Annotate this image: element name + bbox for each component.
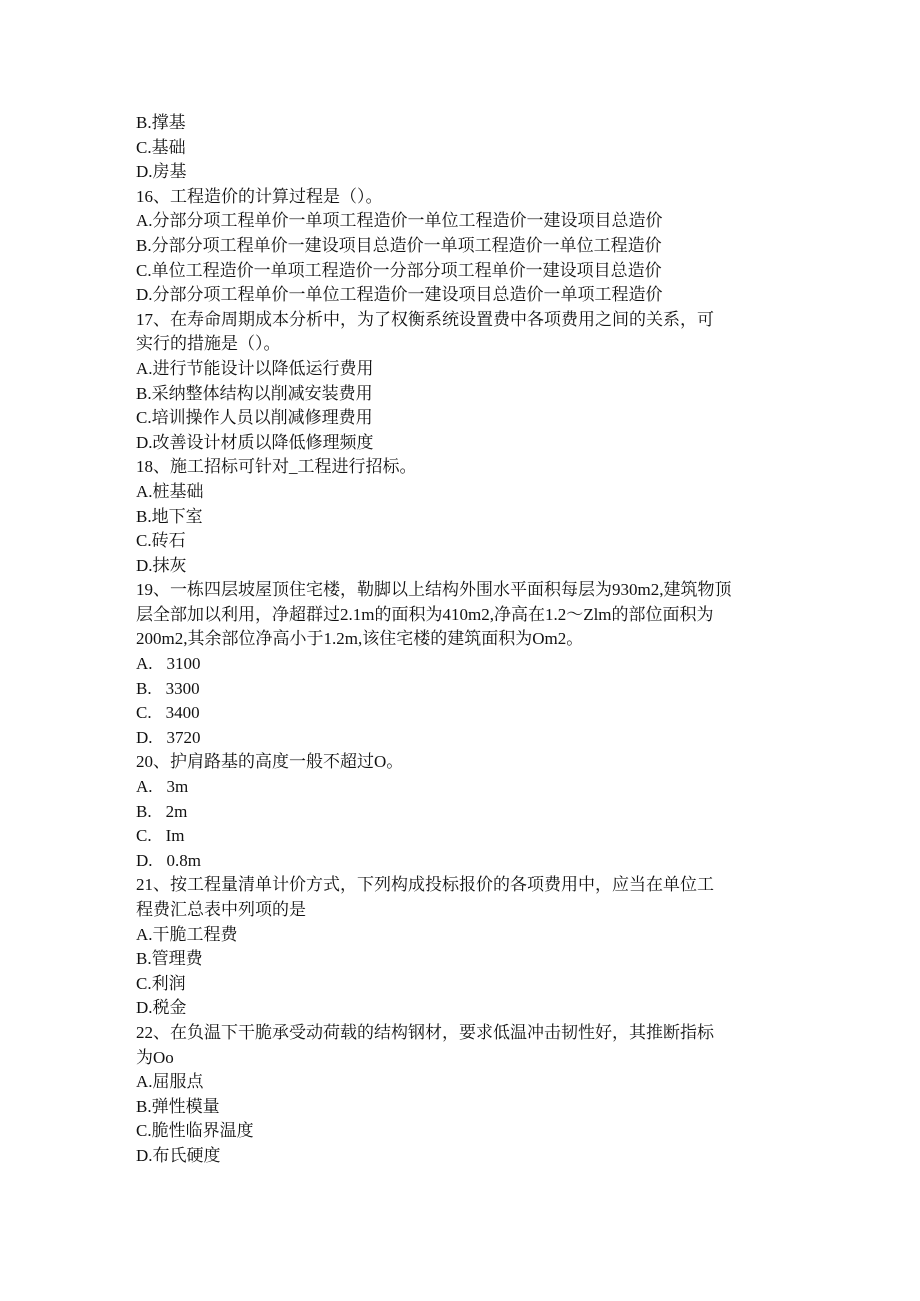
document-page — [136, 111, 796, 1169]
option-b: B.管理费 — [136, 949, 203, 969]
question-21 — [136, 873, 796, 1021]
question-stem-line-2: 为Oo — [136, 1047, 174, 1067]
option-letter: D. — [136, 727, 153, 747]
option-d — [136, 726, 796, 751]
option-b: B.分部分项工程单价一建设项目总造价一单项工程造价一单位工程造价 — [136, 235, 662, 255]
option-d: D.分部分项工程单价一单位工程造价一建设项目总造价一单项工程造价 — [136, 285, 663, 305]
option-letter: D. — [136, 850, 153, 870]
option-value: 3100 — [166, 654, 201, 674]
question-19 — [136, 578, 796, 750]
option-d: D.抹灰 — [136, 555, 187, 575]
option-c: C.砖石 — [136, 531, 186, 551]
option-value: 0.8m — [166, 850, 202, 870]
question-stem: 20、护肩路基的高度一般不超过O。 — [136, 752, 404, 772]
question-stem-line-1: 19、一栋四层坡屋顶住宅楼，勒脚以上结构外围水平面积每层为930m2,建筑物顶 — [136, 580, 732, 600]
option-b: B.采纳整体结构以削减安装费用 — [136, 383, 373, 403]
option-b: B.撑基 — [136, 113, 186, 132]
option-b — [136, 800, 796, 825]
option-c: C.脆性临界温度 — [136, 1121, 254, 1141]
question-17 — [136, 308, 796, 456]
question-stem-line-2: 实行的措施是（）。 — [136, 334, 281, 354]
question-stem: 16、工程造价的计算过程是（）。 — [136, 186, 383, 206]
option-c — [136, 824, 796, 849]
option-a — [136, 652, 796, 677]
option-value: 2m — [165, 801, 188, 821]
question-16 — [136, 185, 796, 308]
option-letter: A. — [136, 777, 153, 797]
option-letter: A. — [136, 654, 153, 674]
option-d: D.税金 — [136, 998, 187, 1018]
option-a: A.屈服点 — [136, 1072, 204, 1092]
question-stem-line-1: 22、在负温下干脆承受动荷载的结构钢材，要求低温冲击韧性好，其推断指标 — [136, 1022, 714, 1042]
option-c: C.单位工程造价一单项工程造价一分部分项工程单价一建设项目总造价 — [136, 260, 662, 280]
question-stem-line-1: 17、在寿命周期成本分析中，为了权衡系统设置费中各项费用之间的关系，可 — [136, 309, 714, 329]
option-letter: B. — [136, 678, 152, 698]
question-15-tail — [136, 111, 796, 185]
option-a: A.干脆工程费 — [136, 924, 238, 944]
option-letter: B. — [136, 801, 152, 821]
option-b — [136, 677, 796, 702]
option-b: B.地下室 — [136, 506, 203, 526]
option-value: 3m — [166, 777, 189, 797]
option-letter: C. — [136, 703, 152, 723]
question-20 — [136, 750, 796, 873]
option-d — [136, 849, 796, 874]
option-c — [136, 701, 796, 726]
option-c: C.利润 — [136, 973, 186, 993]
question-stem-line-2: 层全部加以利用，净超群过2.1m的面积为410m2,净高在1.2～Zlm的部位面积为 — [136, 604, 714, 624]
option-value: 3400 — [165, 703, 200, 723]
option-value: Im — [165, 826, 185, 846]
option-b: B.弹性模量 — [136, 1096, 220, 1116]
option-d: D.改善设计材质以降低修理频度 — [136, 432, 374, 452]
option-letter: C. — [136, 826, 152, 846]
question-stem-line-2: 程费汇总表中列项的是 — [136, 900, 306, 919]
question-stem-line-3: 200m2,其余部位净高小于1.2m,该住宅楼的建筑面积为Om2。 — [136, 629, 584, 649]
option-a: A.桩基础 — [136, 481, 204, 501]
option-d: D.布氏硬度 — [136, 1145, 221, 1165]
question-stem: 18、施工招标可针对_工程进行招标。 — [136, 457, 417, 477]
option-c: C.基础 — [136, 137, 186, 157]
option-a: A.分部分项工程单价一单项工程造价一单位工程造价一建设项目总造价 — [136, 211, 663, 231]
question-stem-line-1: 21、按工程量清单计价方式，下列构成投标报价的各项费用中，应当在单位工 — [136, 875, 714, 895]
question-22 — [136, 1021, 796, 1169]
option-d: D.房基 — [136, 162, 187, 182]
option-c: C.培训操作人员以削减修理费用 — [136, 408, 373, 428]
option-value: 3720 — [166, 727, 201, 747]
option-a — [136, 775, 796, 800]
option-value: 3300 — [165, 678, 200, 698]
question-18 — [136, 455, 796, 578]
option-a: A.进行节能设计以降低运行费用 — [136, 358, 374, 378]
